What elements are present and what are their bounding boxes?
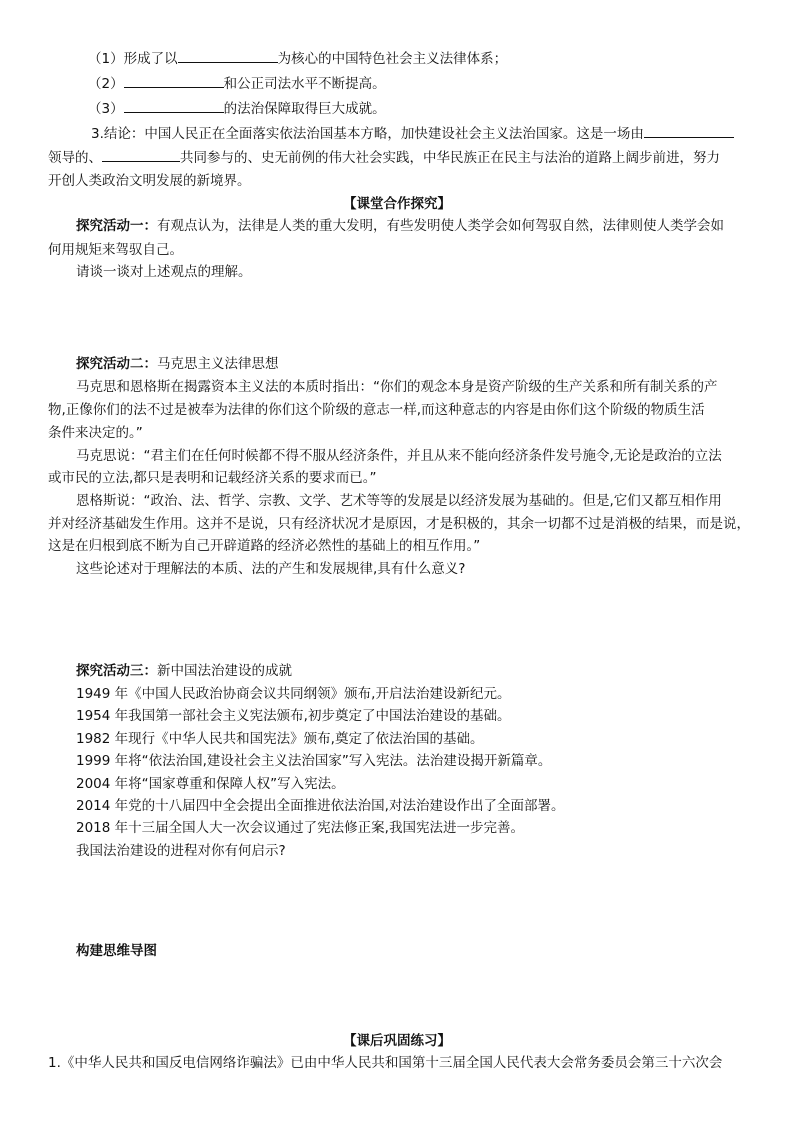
activity1-line-2: 何用规矩来驾驭自己。 <box>48 242 183 258</box>
activity2-p3-line-3: 这是在归根到底不断为自己开辟道路的经济必然性的基础上的相互作用。” <box>48 538 481 554</box>
blank-field[interactable] <box>124 98 224 113</box>
activity2-p2-line-2: 或市民的立法,都只是表明和记载经济关系的要求而已。” <box>48 470 377 486</box>
timeline-item: 2004 年将“国家尊重和保障人权”写入宪法。 <box>76 776 345 792</box>
conclusion-line-3: 开创人类政治文明发展的新境界。 <box>48 173 251 189</box>
blank-field[interactable] <box>644 123 734 138</box>
activity1-line-1: 探究活动一：有观点认为，法律是人类的重大发明，有些发明使人类学会如何驾驭自然，法律则使人类学会如 <box>76 218 724 234</box>
blank-field[interactable] <box>124 73 224 88</box>
fill-item-1: （1）形成了以 为核心的中国特色社会主义法律体系； <box>88 48 507 69</box>
timeline-item: 1954 年我国第一部社会主义宪法颁布,初步奠定了中国法治建设的基础。 <box>76 708 511 724</box>
timeline-item: 2014 年党的十八届四中全会提出全面推进依法治国,对法治建设作出了全面部署。 <box>76 798 565 814</box>
activity2-p1-line-3: 条件来决定的。” <box>48 425 143 441</box>
activity3-prompt: 我国法治建设的进程对你有何启示? <box>76 843 286 859</box>
section-heading-practice: 【课后巩固练习】 <box>343 1033 451 1049</box>
conclusion-line-1: 3.结论：中国人民正在全面落实依法治国基本方略，加快建设社会主义法治国家。这是一场由 <box>91 123 734 144</box>
blank-field[interactable] <box>178 48 278 63</box>
fill-item-3: （3） 的法治保障取得巨大成就。 <box>88 98 386 119</box>
activity2-p1-line-2: 物,正像你们的法不过是被奉为法律的你们这个阶级的意志一样,而这种意志的内容是由你们这个阶级的物质生活 <box>48 402 705 418</box>
timeline-item: 1949 年《中国人民政治协商会议共同纲领》颁布,开启法治建设新纪元。 <box>76 686 511 702</box>
practice-question-1: 1.《中华人民共和国反电信网络诈骗法》已由中华人民共和国第十三届全国人民代表大会常务委员会第三十六次会 <box>48 1055 723 1071</box>
conclusion-line-2: 领导的、 共同参与的、史无前例的伟大社会实践，中华民族正在民主与法治的道路上阔步前进，努力 <box>48 147 720 168</box>
fill-item-2: （2） 和公正司法水平不断提高。 <box>88 73 386 94</box>
activity2-prompt: 这些论述对于理解法的本质、法的产生和发展规律,具有什么意义? <box>76 561 466 577</box>
timeline-item: 1982 年现行《中华人民共和国宪法》颁布,奠定了依法治国的基础。 <box>76 731 484 747</box>
activity1-prompt: 请谈一谈对上述观点的理解。 <box>76 264 252 280</box>
timeline-item: 1999 年将“依法治国,建设社会主义法治国家”写入宪法。法治建设揭开新篇章。 <box>76 753 552 769</box>
activity2-p3-line-1: 恩格斯说：“政治、法、哲学、宗教、文学、艺术等等的发展是以经济发展为基础的。但是,它们又都互相作用 <box>76 493 722 509</box>
activity2-p3-line-2: 并对经济基础发生作用。这并不是说，只有经济状况才是原因，才是积极的，其余一切都不过是消极的结果，而是说， <box>48 516 750 532</box>
activity2-title: 探究活动二：马克思主义法律思想 <box>76 356 279 372</box>
activity3-title: 探究活动三：新中国法治建设的成就 <box>76 663 292 679</box>
activity2-p1-line-1: 马克思和恩格斯在揭露资本主义法的本质时指出：“你们的观念本身是资产阶级的生产关系和所有制关系的产 <box>76 379 718 395</box>
blank-field[interactable] <box>102 147 180 162</box>
timeline-item: 2018 年十三届全国人大一次会议通过了宪法修正案,我国宪法进一步完善。 <box>76 820 524 836</box>
mindmap-heading: 构建思维导图 <box>76 943 157 959</box>
activity2-p2-line-1: 马克思说：“君主们在任何时候都不得不服从经济条件，并且从来不能向经济条件发号施令,无论是政治的立法 <box>76 448 722 464</box>
section-heading-classroom: 【课堂合作探究】 <box>343 196 451 212</box>
